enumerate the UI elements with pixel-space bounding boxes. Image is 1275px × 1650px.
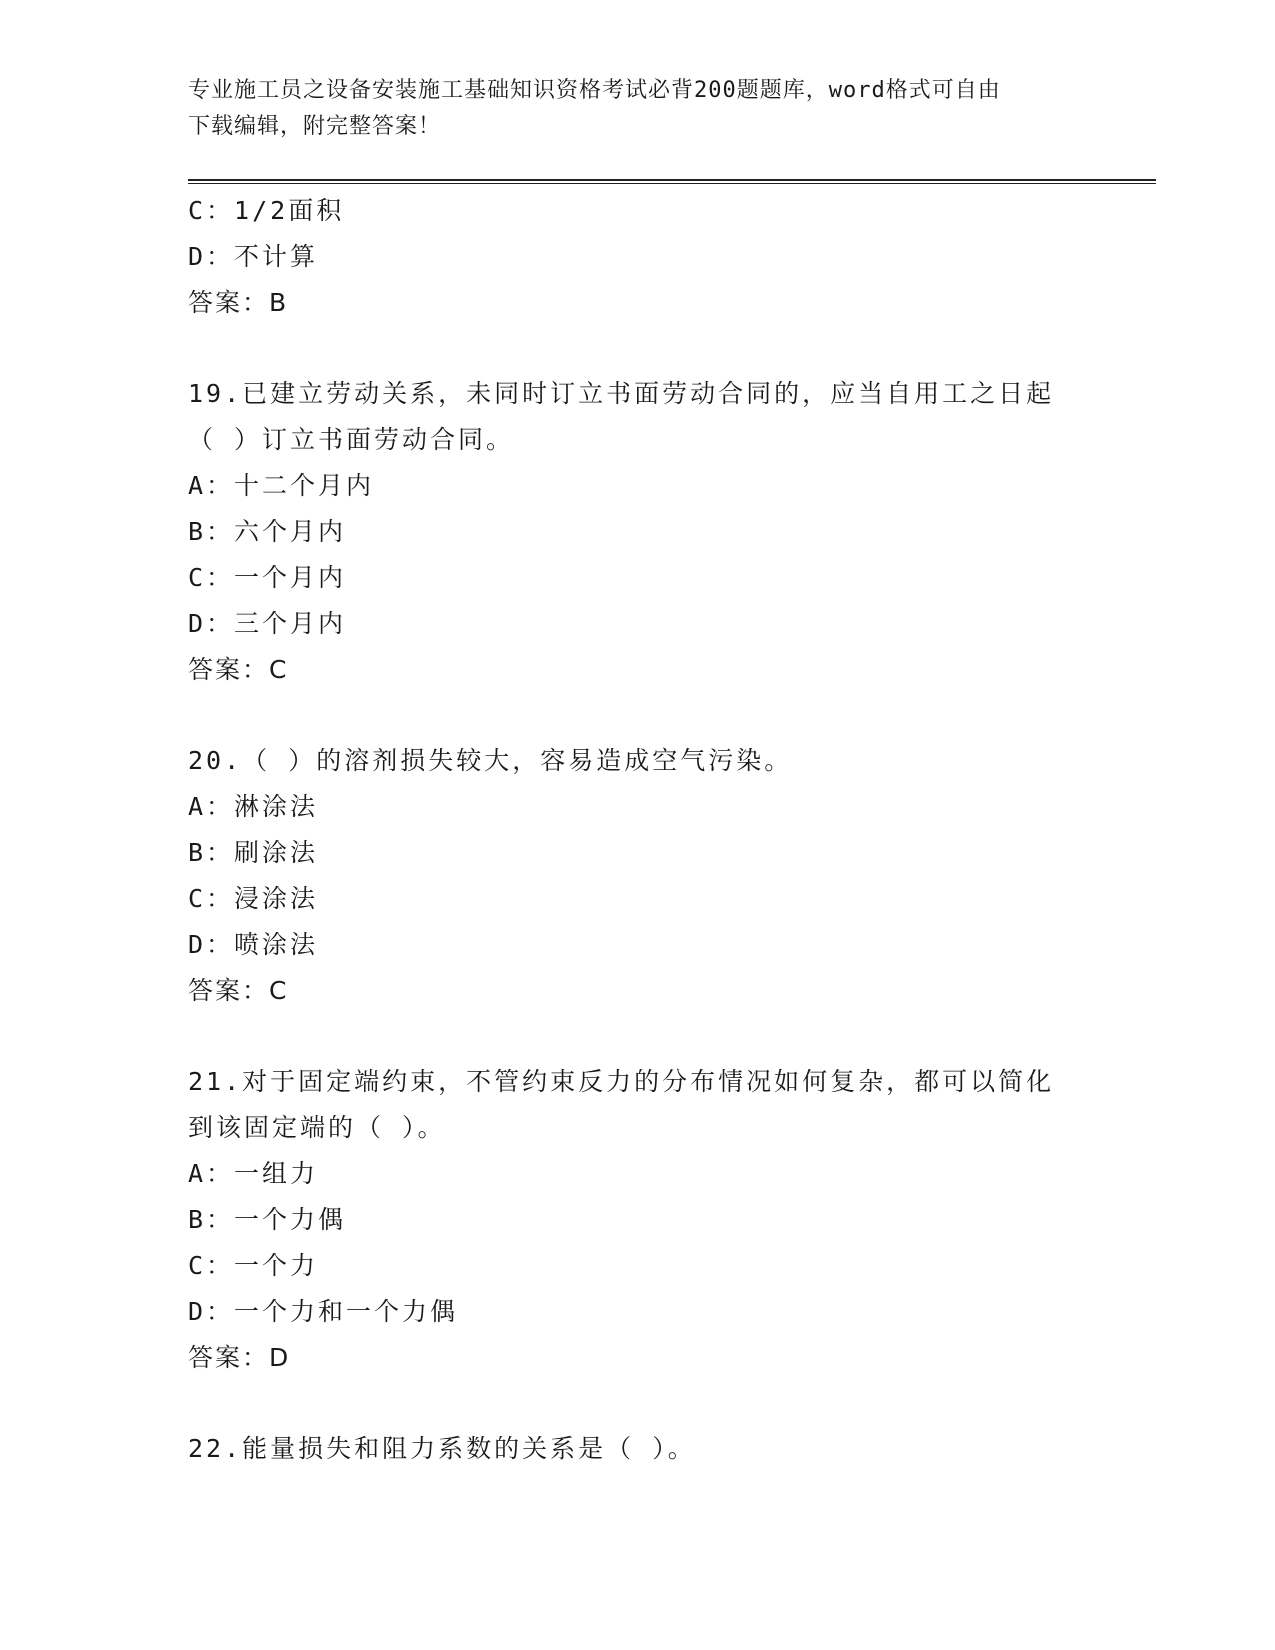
answer-line: 答案：C <box>188 655 289 684</box>
header-divider <box>188 179 1156 184</box>
question-22 <box>188 1426 1088 1472</box>
answer-line: 答案：B <box>188 288 289 317</box>
question-20 <box>188 738 1088 1014</box>
option-b: B：六个月内 <box>188 517 347 546</box>
question-19 <box>188 371 1088 693</box>
option-c: C：一个力 <box>188 1251 319 1280</box>
document-header <box>188 73 1088 145</box>
option-d: D：不计算 <box>188 242 319 271</box>
question-stem: （ ）订立书面劳动合同。 <box>188 425 515 454</box>
spacer <box>188 1014 1088 1059</box>
option-c: C：浸涂法 <box>188 884 319 913</box>
header-line-2: 下载编辑，附完整答案！ <box>188 114 442 139</box>
option-c: C：一个月内 <box>188 563 347 592</box>
question-stem: 到该固定端的（ ）。 <box>188 1113 446 1142</box>
option-a: A：一组力 <box>188 1159 319 1188</box>
answer-line: 答案：D <box>188 1343 291 1372</box>
spacer <box>188 1381 1088 1426</box>
option-b: B：刷涂法 <box>188 838 319 867</box>
option-d: D：喷涂法 <box>188 930 319 959</box>
question-21 <box>188 1059 1088 1381</box>
spacer <box>188 326 1088 371</box>
option-d: D：三个月内 <box>188 609 347 638</box>
option-d: D：一个力和一个力偶 <box>188 1297 459 1326</box>
option-a: A：淋涂法 <box>188 792 319 821</box>
question-stem: 20.（ ）的溶剂损失较大，容易造成空气污染。 <box>188 746 793 775</box>
spacer <box>188 693 1088 738</box>
header-line-1: 专业施工员之设备安装施工基础知识资格考试必背200题题库，word格式可自由 <box>188 78 1001 103</box>
question-stem: 19.已建立劳动关系，未同时订立书面劳动合同的，应当自用工之日起 <box>188 379 1055 408</box>
option-c: C：1/2面积 <box>188 196 345 225</box>
option-b: B：一个力偶 <box>188 1205 347 1234</box>
option-a: A：十二个月内 <box>188 471 375 500</box>
question-stem: 21.对于固定端约束，不管约束反力的分布情况如何复杂，都可以简化 <box>188 1067 1055 1096</box>
question-stem: 22.能量损失和阻力系数的关系是（ ）。 <box>188 1434 696 1463</box>
document-body <box>188 188 1088 1472</box>
answer-line: 答案：C <box>188 976 289 1005</box>
question-18-fragment <box>188 188 1088 326</box>
